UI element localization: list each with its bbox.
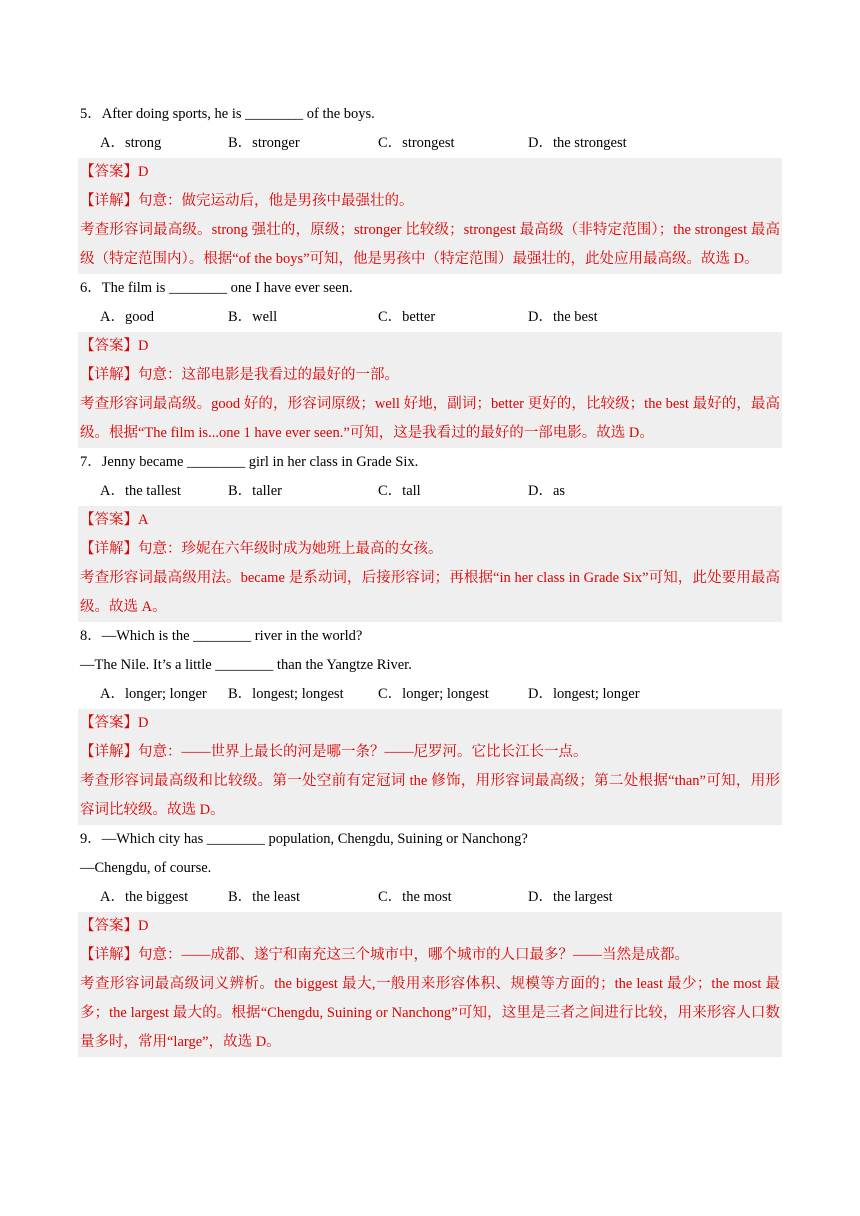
option-b: B．taller	[228, 483, 282, 499]
question-stem: 6．The film is ________ one I have ever seen.	[80, 280, 353, 296]
options-row	[78, 680, 782, 709]
explanation-intro: 【详解】句意：这部电影是我看过的最好的一部。	[80, 367, 399, 383]
answer-box	[78, 506, 782, 622]
option-a: A．good	[100, 309, 154, 325]
answer-label: 【答案】D	[80, 918, 149, 934]
answer-box	[78, 912, 782, 1057]
answer-label: 【答案】D	[80, 715, 149, 731]
answer-box	[78, 158, 782, 274]
options-row	[78, 883, 782, 912]
option-b: B．the least	[228, 889, 301, 905]
question-6	[78, 274, 782, 448]
explanation-intro: 【详解】句意：——成都、遂宁和南充这三个城市中，哪个城市的人口最多？——当然是成都。	[80, 947, 689, 963]
question-8	[78, 622, 782, 825]
question-stem-line-2: —The Nile. It’s a little ________ than the Yangtze River.	[80, 657, 412, 673]
question-stem: 8．—Which is the ________ river in the world?	[80, 628, 363, 644]
option-b: B．stronger	[228, 135, 300, 151]
answer-box	[78, 332, 782, 448]
answer-box	[78, 709, 782, 825]
option-a: A．the tallest	[100, 483, 181, 499]
option-a: A．the biggest	[100, 889, 189, 905]
option-a: A．longer; longer	[100, 686, 207, 702]
question-stem: 9．—Which city has ________ population, Chengdu, Suining or Nanchong?	[80, 831, 528, 847]
question-stem-line-2: —Chengdu, of course.	[80, 860, 212, 876]
explanation-intro: 【详解】句意：珍妮在六年级时成为她班上最高的女孩。	[80, 541, 443, 557]
options-row	[78, 477, 782, 506]
option-d: D．longest; longer	[528, 686, 640, 702]
question-stem: 7．Jenny became ________ girl in her class in Grade Six.	[80, 454, 419, 470]
option-d: D．the best	[528, 309, 598, 325]
question-stem: 5．After doing sports, he is ________ of the boys.	[80, 106, 375, 122]
option-d: D．the strongest	[528, 135, 627, 151]
option-c: C．the most	[378, 889, 452, 905]
option-c: C．longer; longest	[378, 686, 489, 702]
explanation-intro: 【详解】句意：——世界上最长的河是哪一条？——尼罗河。它比长江长一点。	[80, 744, 588, 760]
explanation-analysis: 考查形容词最高级。strong 强壮的，原级；stronger 比较级；strongest 最高级（非特定范围）；the strongest 最高级（特定范围内）。根据“of the boys”可知，他是男孩中（特定范围）最强壮的，此处应用最高级。故选 D。	[80, 222, 780, 267]
question-5	[78, 100, 782, 274]
options-row	[78, 303, 782, 332]
answer-label: 【答案】D	[80, 164, 149, 180]
answer-label: 【答案】D	[80, 338, 149, 354]
explanation-analysis: 考查形容词最高级和比较级。第一处空前有定冠词 the 修饰，用形容词最高级；第二处根据“than”可知，用形容词比较级。故选 D。	[80, 773, 780, 818]
explanation-analysis: 考查形容词最高级用法。became 是系动词，后接形容词；再根据“in her class in Grade Six”可知，此处要用最高级。故选 A。	[80, 570, 780, 615]
option-a: A．strong	[100, 135, 162, 151]
explanation-analysis: 考查形容词最高级词义辨析。the biggest 最大,一般用来形容体积、规模等方面的；the least 最少；the most 最多；the largest 最大的。根据“Chengdu, Suining or Nanchong”可知，这里是三者之间进行比较，用来形容人口数量多时，常用“large”，故选 D。	[80, 976, 780, 1050]
options-row	[78, 129, 782, 158]
explanation-intro: 【详解】句意：做完运动后，他是男孩中最强壮的。	[80, 193, 414, 209]
option-d: D．the largest	[528, 889, 613, 905]
question-7	[78, 448, 782, 622]
question-9	[78, 825, 782, 1057]
option-b: B．well	[228, 309, 278, 325]
option-d: D．as	[528, 483, 566, 499]
option-b: B．longest; longest	[228, 686, 344, 702]
explanation-analysis: 考查形容词最高级。good 好的，形容词原级；well 好地，副词；better 更好的，比较级；the best 最好的，最高级。根据“The film is...one 1 have ever seen.”可知，这是我看过的最好的一部电影。故选 D。	[80, 396, 780, 441]
option-c: C．better	[378, 309, 436, 325]
question-page	[78, 100, 782, 1057]
option-c: C．tall	[378, 483, 421, 499]
answer-label: 【答案】A	[80, 512, 149, 528]
option-c: C．strongest	[378, 135, 455, 151]
